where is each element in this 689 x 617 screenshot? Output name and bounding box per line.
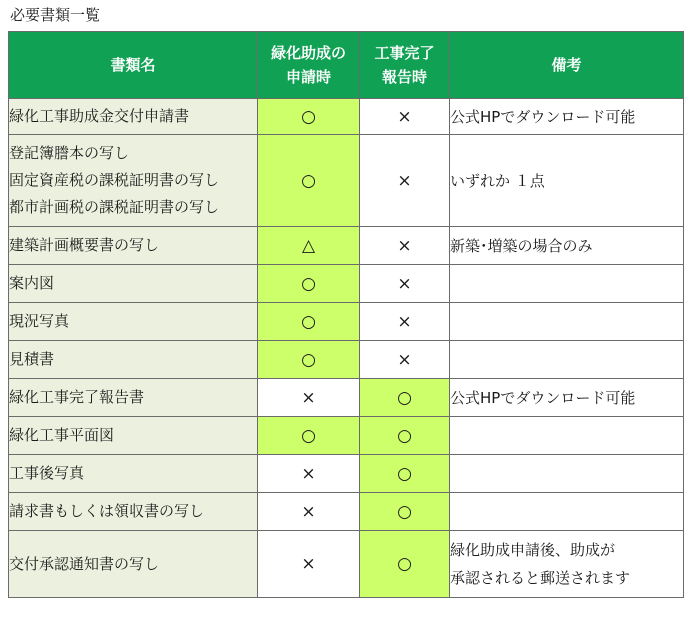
remark-text: 公式HPでダウンロード可能 xyxy=(450,107,636,126)
document-name-cell xyxy=(9,99,258,135)
column-header-document-name: 書類名 xyxy=(9,32,258,99)
column-header-remarks: 備考 xyxy=(450,32,684,99)
document-name-cell xyxy=(9,379,258,417)
table-row xyxy=(9,99,684,135)
report-required-mark: ○ xyxy=(360,455,450,493)
column-header-grant-application xyxy=(258,32,360,99)
document-name: 請求書もしくは領収書の写し xyxy=(9,502,205,520)
report-required-mark: × xyxy=(360,99,450,135)
document-name: 都市計画税の課税証明書の写し xyxy=(9,198,220,216)
report-required-mark: × xyxy=(360,341,450,379)
table-row xyxy=(9,379,684,417)
remarks-cell xyxy=(450,531,684,598)
required-documents-table xyxy=(8,31,684,598)
remarks-cell xyxy=(450,493,684,531)
document-name: 案内図 xyxy=(9,274,55,292)
column-header-completion-report xyxy=(360,32,450,99)
remarks-cell xyxy=(450,379,684,417)
table-row xyxy=(9,303,684,341)
header-line: 工事完了 xyxy=(374,44,435,62)
report-required-mark: × xyxy=(360,135,450,227)
application-required-mark: ○ xyxy=(258,99,360,135)
application-required-mark: ○ xyxy=(258,417,360,455)
remarks-cell xyxy=(450,99,684,135)
document-name-cell xyxy=(9,227,258,265)
application-required-mark: △ xyxy=(258,227,360,265)
header-line: 緑化助成の xyxy=(270,44,346,62)
document-name: 緑化工事平面図 xyxy=(9,426,115,444)
document-name: 登記簿謄本の写し xyxy=(9,144,130,162)
table-row xyxy=(9,455,684,493)
remarks-cell xyxy=(450,265,684,303)
document-name-cell xyxy=(9,341,258,379)
document-name: 交付承認通知書の写し xyxy=(9,554,160,573)
application-required-mark: ○ xyxy=(258,265,360,303)
application-required-mark: ○ xyxy=(258,341,360,379)
document-name-cell xyxy=(9,493,258,531)
table-row xyxy=(9,341,684,379)
application-required-mark: ○ xyxy=(258,135,360,227)
report-required-mark: ○ xyxy=(360,417,450,455)
document-name: 緑化工事完了報告書 xyxy=(9,388,145,406)
document-name: 現況写真 xyxy=(9,312,70,330)
remark-text: いずれか １点 xyxy=(450,171,545,190)
application-required-mark: × xyxy=(258,379,360,417)
document-name-cell xyxy=(9,265,258,303)
application-required-mark: ○ xyxy=(258,303,360,341)
table-row xyxy=(9,135,684,227)
table-row xyxy=(9,493,684,531)
application-required-mark: × xyxy=(258,455,360,493)
remark-text: 新築･増築の場合のみ xyxy=(450,236,593,255)
remarks-cell xyxy=(450,135,684,227)
remarks-cell xyxy=(450,417,684,455)
remarks-cell xyxy=(450,341,684,379)
remark-text: 緑化助成申請後、助成が xyxy=(450,541,616,559)
document-name-cell xyxy=(9,455,258,493)
page-title: 必要書類一覧 xyxy=(10,6,101,24)
document-name-cell xyxy=(9,303,258,341)
document-name: 固定資産税の課税証明書の写し xyxy=(9,171,220,189)
application-required-mark: × xyxy=(258,493,360,531)
header-line: 報告時 xyxy=(381,68,427,86)
report-required-mark: ○ xyxy=(360,493,450,531)
report-required-mark: × xyxy=(360,303,450,341)
document-name: 建築計画概要書の写し xyxy=(9,236,160,254)
table-row xyxy=(9,227,684,265)
document-name: 見積書 xyxy=(9,350,55,368)
application-required-mark: × xyxy=(258,531,360,598)
remark-text: 公式HPでダウンロード可能 xyxy=(450,388,636,407)
header-row xyxy=(9,32,684,99)
report-required-mark: × xyxy=(360,265,450,303)
table-row xyxy=(9,265,684,303)
document-name: 緑化工事助成金交付申請書 xyxy=(9,107,190,125)
remarks-cell xyxy=(450,455,684,493)
report-required-mark: ○ xyxy=(360,531,450,598)
document-name-cell xyxy=(9,531,258,598)
document-name-cell xyxy=(9,135,258,227)
document-name: 工事後写真 xyxy=(9,464,85,482)
table-row xyxy=(9,417,684,455)
remarks-cell xyxy=(450,227,684,265)
table-row xyxy=(9,531,684,598)
document-name-cell xyxy=(9,417,258,455)
report-required-mark: ○ xyxy=(360,379,450,417)
header-line: 申請時 xyxy=(285,68,331,86)
report-required-mark: × xyxy=(360,227,450,265)
remark-text: 承認されると郵送されます xyxy=(450,569,631,587)
remarks-cell xyxy=(450,303,684,341)
